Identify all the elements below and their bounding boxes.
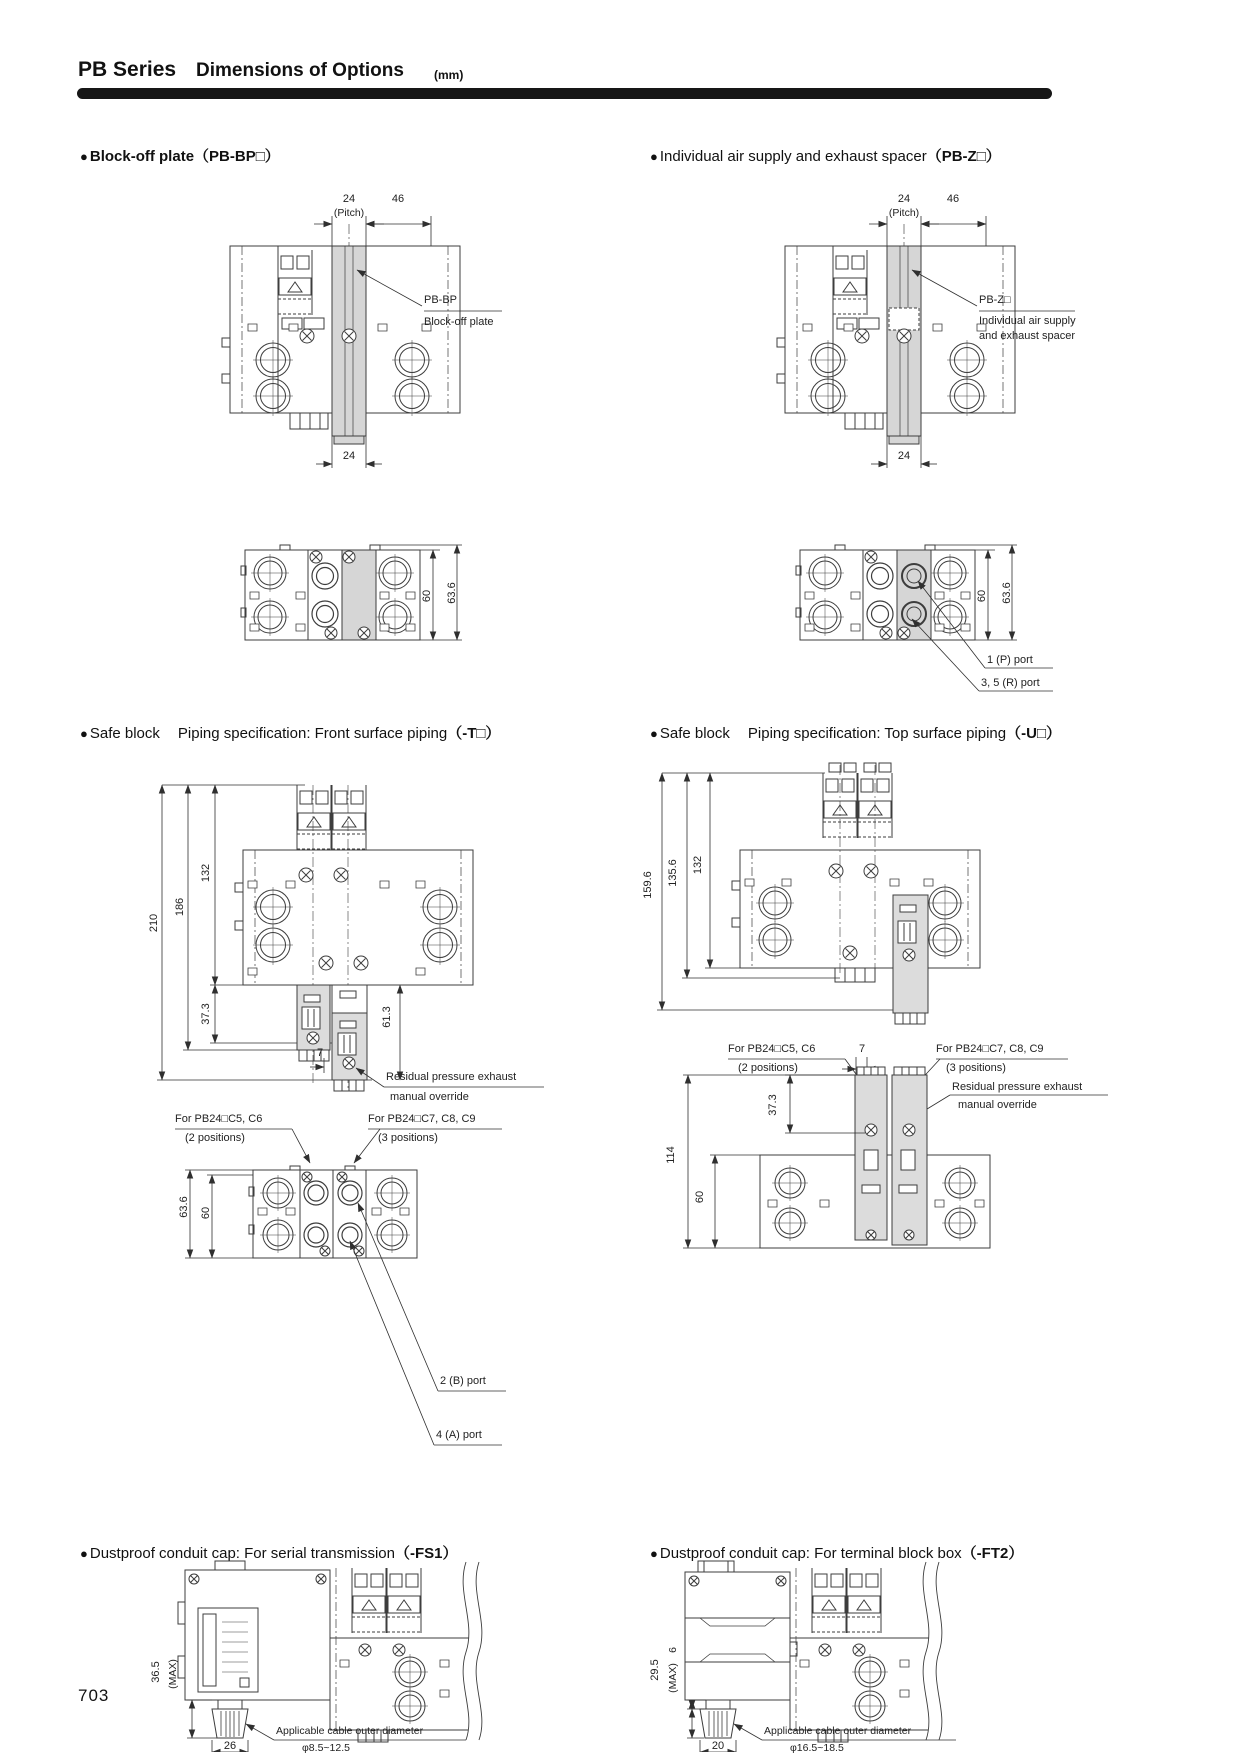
dim-pitch-label: (Pitch) <box>888 207 920 219</box>
for-3pos-sublabel: (3 positions) <box>946 1062 1006 1074</box>
dim-max-label: (MAX) <box>167 1659 179 1689</box>
bullet-icon: ● <box>650 726 658 741</box>
dim-210: 210 <box>148 913 160 933</box>
dim-132: 132 <box>692 855 704 875</box>
dimension-lines <box>157 785 408 1080</box>
for-3pos-sublabel: (3 positions) <box>378 1132 438 1144</box>
safe-block-top-panel <box>640 755 1120 1315</box>
bullet-icon: ● <box>80 726 88 741</box>
dim-36-5: 36.5 <box>150 1661 162 1683</box>
elevation-view <box>222 246 460 444</box>
dim-60: 60 <box>976 589 988 603</box>
for-3pos-label: For PB24□C7, C8, C9 <box>936 1043 1044 1055</box>
cable-diameter-value: φ16.5~18.5 <box>790 1742 844 1754</box>
for-2pos-label: For PB24□C5, C6 <box>175 1113 263 1125</box>
heading-text: Block-off plate <box>89 148 195 165</box>
conduit-cap-ft2-panel <box>640 1560 1120 1752</box>
plan-view <box>241 545 420 640</box>
residual-callout-line1: Residual pressure exhaust <box>386 1071 517 1083</box>
cable-diameter-value: φ8.5~12.5 <box>302 1742 350 1754</box>
heading-safe-block-front <box>80 722 500 743</box>
heading-block-off-plate <box>80 145 280 166</box>
port-b-label: 2 (B) port <box>440 1375 486 1387</box>
for-2pos-label: For PB24□C5, C6 <box>728 1043 816 1055</box>
dim-114: 114 <box>665 1146 677 1164</box>
heading-spacer <box>650 145 1001 166</box>
elevation-view <box>732 763 980 1024</box>
safe-block-top-drawing <box>640 755 1120 1315</box>
callout-part-desc-2: and exhaust spacer <box>979 330 1076 342</box>
for-2pos-sublabel: (2 positions) <box>185 1132 245 1144</box>
plan-view <box>249 1166 417 1258</box>
dim-37-3: 37.3 <box>200 1003 212 1025</box>
manifold-view <box>330 1562 610 1742</box>
header-rule <box>77 88 1052 99</box>
dim-46: 46 <box>391 193 405 205</box>
dim-7: 7 <box>316 1047 324 1059</box>
cable-diameter-label: Applicable cable outer diameter <box>276 1725 424 1737</box>
callout-part-code: PB-Z□ <box>979 294 1011 306</box>
heading-code: （-T□） <box>447 725 501 742</box>
dim-29-5: 29.5 <box>649 1659 661 1681</box>
dim-pitch-24: 24 <box>897 193 911 205</box>
residual-callout-line2: manual override <box>390 1091 469 1103</box>
dim-pitch-label: (Pitch) <box>333 207 365 219</box>
page-number: 703 <box>78 1686 110 1705</box>
cable-diameter-label: Applicable cable outer diameter <box>764 1725 912 1737</box>
for-2pos-sublabel: (2 positions) <box>738 1062 798 1074</box>
dim-20: 20 <box>711 1740 725 1752</box>
port-p-label: 1 (P) port <box>987 654 1033 666</box>
dim-60: 60 <box>421 589 433 603</box>
spacer-drawing <box>705 168 1125 728</box>
plan-dimension-lines <box>185 1170 506 1445</box>
callout-part-code: PB-BP <box>424 294 458 306</box>
block-off-plate-drawing <box>150 168 530 688</box>
safe-block-front-panel <box>140 755 610 1465</box>
bullet-icon: ● <box>650 1546 658 1561</box>
dim-135-6: 135.6 <box>667 859 679 887</box>
block-off-plate-panel <box>150 168 530 688</box>
heading-subtext: Piping specification: Top surface piping <box>747 725 1007 742</box>
page-series-title: PB Series <box>78 58 177 81</box>
manifold-view <box>790 1562 1120 1742</box>
dim-63-6: 63.6 <box>446 582 458 604</box>
bullet-icon: ● <box>80 149 88 164</box>
safe-block-plan-view <box>760 1067 990 1248</box>
dim-24-bottom: 24 <box>897 450 911 462</box>
heading-text: Safe block <box>89 725 160 742</box>
elevation-view <box>777 246 1015 444</box>
port-r-label: 3, 5 (R) port <box>981 677 1040 689</box>
dim-46: 46 <box>946 193 960 205</box>
bullet-icon: ● <box>650 149 658 164</box>
si-unit-box <box>178 1561 330 1738</box>
heading-code: （PB-BP□） <box>194 148 280 165</box>
dim-max-label: (MAX) <box>667 1663 679 1693</box>
heading-text: Dustproof conduit cap: For terminal block box <box>659 1545 962 1562</box>
callout-part-desc: Block-off plate <box>424 316 494 328</box>
port-a-label: 4 (A) port <box>436 1429 482 1441</box>
spacer-panel <box>705 168 1125 728</box>
heading-text: Dustproof conduit cap: For serial transmission <box>89 1545 395 1562</box>
conduit-cap-fs1-panel <box>140 1560 610 1752</box>
dim-186: 186 <box>174 897 186 917</box>
page-unit-label: (mm) <box>434 68 464 82</box>
dim-60: 60 <box>200 1206 212 1220</box>
heading-code: （PB-Z□） <box>926 148 1001 165</box>
heading-subtext: Piping specification: Front surface piping <box>177 725 448 742</box>
dim-61-3: 61.3 <box>381 1006 393 1028</box>
heading-code: （-FT2） <box>961 1545 1024 1562</box>
residual-callout-line2: manual override <box>958 1099 1037 1111</box>
dim-132: 132 <box>200 863 212 883</box>
bullet-icon: ● <box>80 1546 88 1561</box>
heading-text: Individual air supply and exhaust spacer <box>659 148 927 165</box>
dim-24-bottom: 24 <box>342 450 356 462</box>
dim-37-3: 37.3 <box>767 1094 779 1116</box>
callout-part-desc-1: Individual air supply <box>979 315 1076 327</box>
elevation-view <box>235 785 473 1091</box>
plan-view <box>796 545 975 640</box>
dim-63-6: 63.6 <box>1001 582 1013 604</box>
for-3pos-label: For PB24□C7, C8, C9 <box>368 1113 476 1125</box>
conduit-cap-fs1-drawing <box>140 1560 610 1752</box>
dim-60: 60 <box>694 1190 706 1204</box>
heading-code: （-FS1） <box>395 1545 458 1562</box>
terminal-block-box <box>685 1561 797 1738</box>
heading-code: （-U□） <box>1006 725 1062 742</box>
safe-block-front-drawing <box>140 755 610 1465</box>
dim-6: 6 <box>667 1647 679 1653</box>
dim-63-6: 63.6 <box>178 1196 190 1218</box>
dim-159-6: 159.6 <box>642 871 654 899</box>
dim-7: 7 <box>858 1043 866 1055</box>
page-title: Dimensions of Options <box>196 60 404 81</box>
heading-text: Safe block <box>659 725 730 742</box>
dim-pitch-24: 24 <box>342 193 356 205</box>
conduit-cap-ft2-drawing <box>640 1560 1120 1752</box>
residual-callout-line1: Residual pressure exhaust <box>952 1081 1083 1093</box>
dim-26: 26 <box>223 1740 237 1752</box>
